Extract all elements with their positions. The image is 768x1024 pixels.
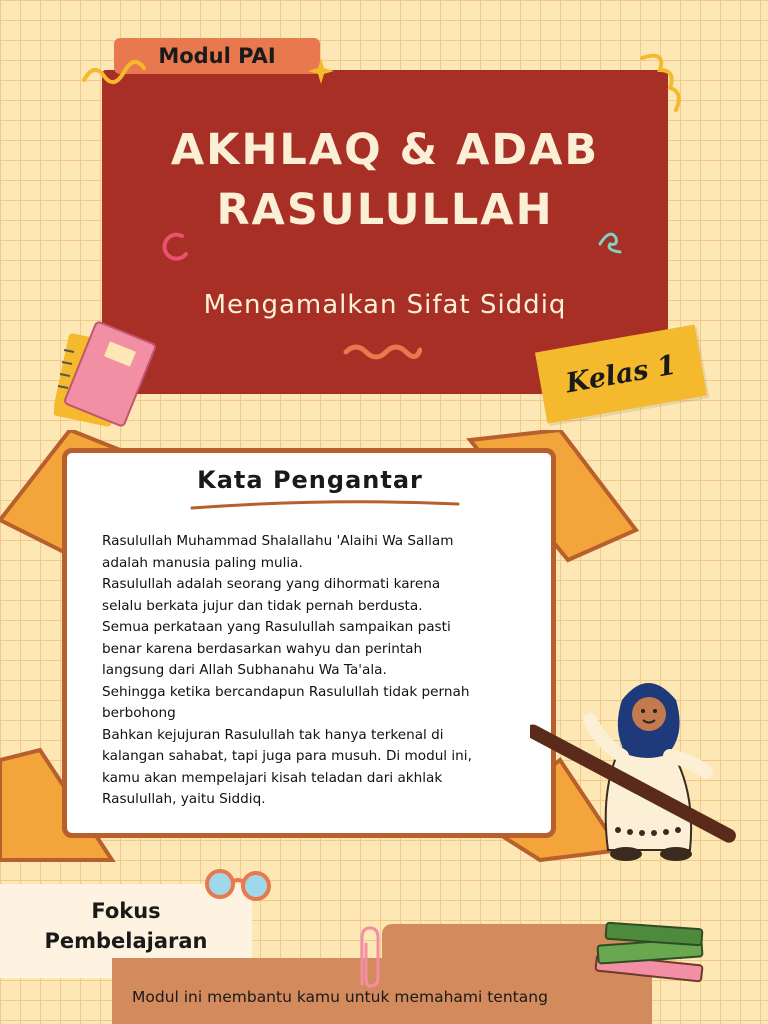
squiggle-icon [636, 48, 686, 118]
intro-line: Rasulullah adalah seorang yang dihormati karena [102, 576, 441, 592]
class-tag: Kelas 1 [535, 324, 707, 423]
intro-line: Semua perkataan yang Rasulullah sampaikan pasti [102, 619, 451, 635]
module-title [102, 120, 668, 240]
module-subtitle: Mengamalkan Sifat Siddiq [203, 290, 567, 320]
intro-line: langsung dari Allah Subhanahu Wa Ta'ala. [102, 662, 387, 678]
intro-line: kalangan sahabat, tapi juga para musuh. Di modul ini, [102, 748, 472, 764]
intro-line: benar karena berdasarkan wahyu dan perintah [102, 640, 423, 657]
focus-title [0, 896, 252, 956]
intro-line: Rasulullah, yaitu Siddiq. [102, 791, 266, 807]
intro-line: Sehingga ketika bercandapun Rasulullah tidak pernah [102, 683, 470, 700]
books-icon [592, 920, 712, 984]
title-line-2: RASULULLAH [216, 185, 554, 235]
intro-body [102, 531, 542, 811]
intro-line: berbohong [102, 705, 176, 721]
intro-line: Bahkan kejujuran Rasulullah tak hanya terkenal di [102, 726, 444, 743]
intro-title: Kata Pengantar [197, 466, 423, 494]
title-line-1: AKHLAQ & ADAB [170, 125, 600, 175]
paperclip-icon [354, 924, 384, 994]
glasses-icon [200, 864, 276, 904]
teacher-illustration [530, 670, 750, 864]
squiggle-icon [80, 58, 150, 88]
intro-line: Rasulullah Muhammad Shalallahu 'Alaihi Wa Sallam [102, 533, 454, 549]
sparkle-icon [306, 56, 336, 86]
underline-decoration [188, 496, 464, 514]
intro-line: adalah manusia paling mulia. [102, 554, 303, 571]
intro-line: selalu berkata jujur dan tidak pernah berdusta. [102, 597, 423, 614]
focus-title-line-2: Pembelajaran [44, 929, 208, 953]
notebook-icon [54, 316, 172, 434]
module-tag: Modul PAI [114, 38, 320, 74]
squiggle-icon [342, 340, 422, 360]
focus-text: Modul ini membantu kamu untuk memahami tentang [132, 988, 548, 1006]
focus-title-line-1: Fokus [91, 899, 161, 923]
intro-line: kamu akan mempelajari kisah teladan dari akhlak [102, 769, 443, 786]
